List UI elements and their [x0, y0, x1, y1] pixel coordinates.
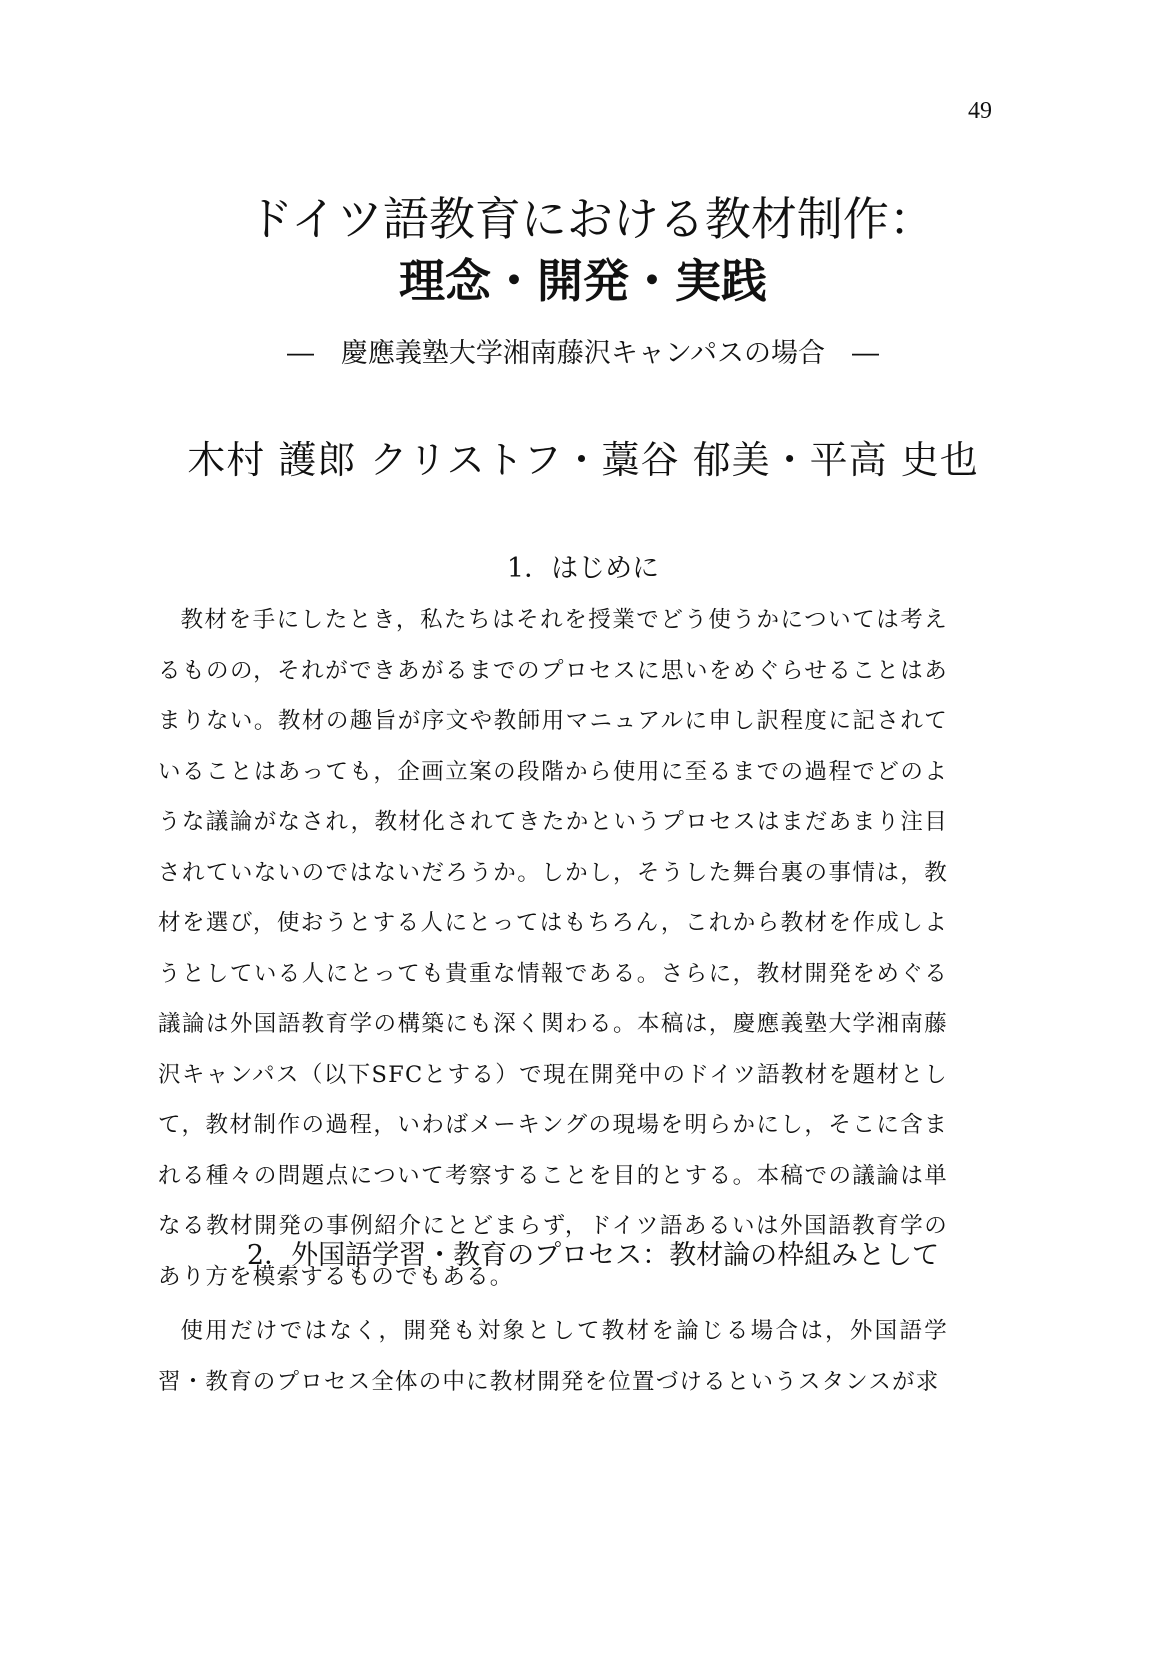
- page-number: 49: [968, 98, 992, 124]
- section-paragraph-process: 使用だけではなく，開発も対象として教材を論じる場合は，外国語学習・教育のプロセス全体の中に教材開発を位置づけるというスタンスが求: [158, 1318, 948, 1395]
- section-heading-process: 2．外国語学習・教育のプロセス：教材論の枠組みとして: [246, 1240, 940, 1271]
- paper-subtitle: ― 慶應義塾大学湘南藤沢キャンパスの場合 ―: [286, 338, 880, 369]
- section-heading-introduction: 1．はじめに: [506, 553, 660, 584]
- author-list: 木村 護郎 クリストフ・藁谷 郁美・平高 史也: [187, 438, 979, 482]
- title-line-2: 理念・開発・実践: [399, 254, 767, 308]
- section-paragraph-introduction: 教材を手にしたとき，私たちはそれを授業でどう使うかについては考えるものの，それができあがるまでのプロセスに思いをめぐらせることはあまりない。教材の趣旨が序文や教師用マニュアルに申し訳程度に記されていることはあっても，企画立案の段階から使用に至るまでの過程でどのような議論がなされ，教材化されてきたかというプロセスはまだあまり注目されていないのではないだろうか。しかし，そうした舞台裏の事情は，教材を選び，使おうとする人にとってはもちろん，これから教材を作成しようとしている人にとっても貴重な情報である。さらに，教材開発をめぐる議論は外国語教育学の構築にも深く関わる。本稿は，慶應義塾大学湘南藤沢キャンパス（以下SFCとする）で現在開発中のドイツ語教材を題材として，教材制作の過程，いわばメーキングの現場を明らかにし，そこに含まれる種々の問題点について考察することを目的とする。本稿での議論は単なる教材開発の事例紹介にとどまらず，ドイツ語あるいは外国語教育学のあり方を模索するものでもある。: [158, 607, 948, 1290]
- paper-title: [0, 188, 1166, 312]
- title-line-1: ドイツ語教育における教材制作：: [247, 192, 935, 246]
